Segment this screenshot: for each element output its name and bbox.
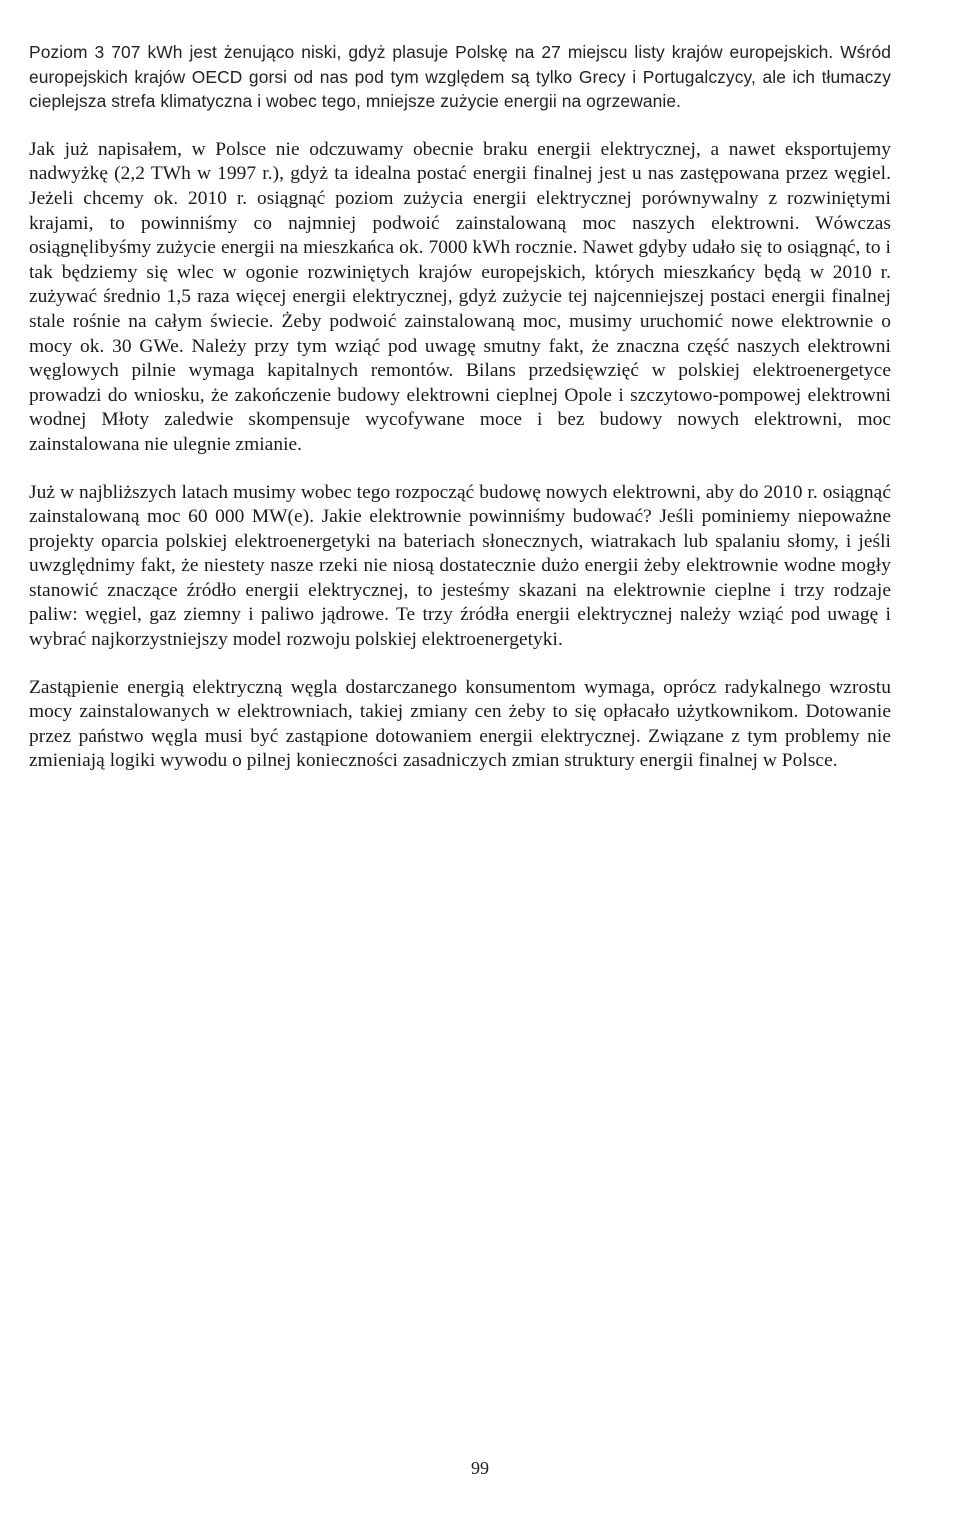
paragraph-4: Zastąpienie energią elektryczną węgla dostarczanego konsumentom wymaga, oprócz radykalnego wzrostu mocy zainstalowanych w elektrowniach, takiej zmiany cen żeby to się opłacało użytkownikom. Dotowanie przez państwo węgla musi być zastąpione dotowaniem energii elektrycznej. Związane z tym problemy nie zmieniają logiki wywodu o pilnej konieczności zasadniczych zmian struktury energii finalnej w Polsce.: [29, 676, 891, 772]
document-page: [29, 40, 891, 774]
paragraph-3: Już w najbliższych latach musimy wobec tego rozpocząć budowę nowych elektrowni, aby do 2010 r. osiągnąć zainstalowaną moc 60 000 MW(e). Jakie elektrownie powinniśmy budować? Jeśli pominiemy niepoważne projekty oparcia polskiej elektroenergetyki na bateriach słonecznych, wiatrakach lub spalaniu słomy, i jeśli uwzględnimy fakt, że niestety nasze rzeki nie niosą dostatecznie dużo energii żeby elektrownie wodne mogły stanowić znaczące źródło energii elektrycznej, to jesteśmy skazani na elektrownie cieplne i trzy rodzaje paliw: węgiel, gaz ziemny i paliwo jądrowe. Te trzy źródła energii elektrycznej należy wziąć pod uwagę i wybrać najkorzystniejszy model rozwoju polskiej elektroenergetyki.: [29, 481, 891, 651]
paragraph-2: Jak już napisałem, w Polsce nie odczuwamy obecnie braku energii elektrycznej, a nawet eksportujemy nadwyżkę (2,2 TWh w 1997 r.), gdyż ta idealna postać energii finalnej jest u nas zastępowana przez węgiel. Jeżeli chcemy ok. 2010 r. osiągnąć poziom zużycia energii elektrycznej porównywalny z rozwiniętymi krajami, to powinniśmy co najmniej podwoić zainstalowaną moc naszych elektrowni. Wówczas osiągnęlibyśmy zużycie energii na mieszkańca ok. 7000 kWh rocznie. Nawet gdyby udało się to osiągnąć, to i tak będziemy się wlec w ogonie rozwiniętych krajów europejskich, których mieszkańcy będą w 2010 r. zużywać średnio 1,5 raza więcej energii elektrycznej, gdyż zużycie tej najcenniejszej postaci energii finalnej stale rośnie na całym świecie. Żeby podwoić zainstalowaną moc, musimy uruchomić nowe elektrownie o mocy ok. 30 GWe. Należy przy tym wziąć pod uwagę smutny fakt, że znaczna część naszych elektrowni węglowych pilnie wymaga kapitalnych remontów. Bilans przedsięwzięć w polskiej elektroenergetyce prowadzi do wniosku, że zakończenie budowy elektrowni cieplnej Opole i szczytowo-pompowej elektrowni wodnej Młoty zaledwie skompensuje wycofywane moce i bez budowy nowych elektrowni, moc zainstalowana nie ulegnie zmianie.: [29, 138, 891, 455]
page-number: 99: [471, 1458, 489, 1478]
paragraph-1: Poziom 3 707 kWh jest żenująco niski, gdyż plasuje Polskę na 27 miejscu listy krajów europejskich. Wśród europejskich krajów OECD gorsi od nas pod tym względem są tylko Grecy i Portugalczycy, ale ich tłumaczy cieplejsza strefa klimatyczna i wobec tego, mniejsze zużycie energii na ogrzewanie.: [29, 42, 891, 112]
